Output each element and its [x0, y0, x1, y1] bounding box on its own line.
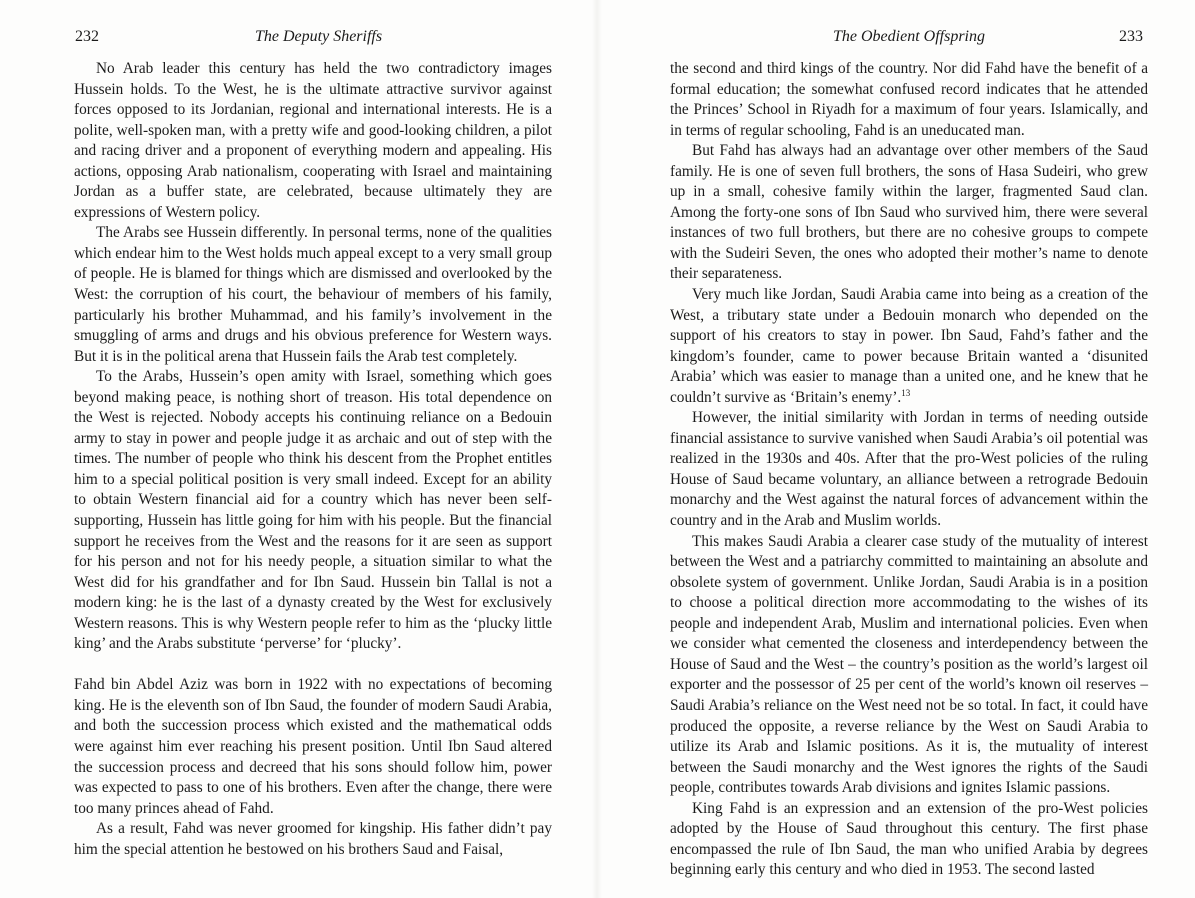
section-opening-paragraph: Fahd bin Abdel Aziz was born in 1922 with no expectations of becoming king. He is the eleventh son of Ibn Saud, the founder of modern Saudi Arabia, and both the succession process which existed and the mathematical odds were against him ever reaching his present position. Until Ibn Saud altered the succession process and decreed that his sons should follow him, power was expected to pass to one of his brothers. Even after the change, there were too many princes ahead of Fahd.	[74, 676, 552, 817]
footnote-reference: 13	[901, 387, 911, 398]
left-page	[0, 0, 597, 898]
paragraph: No Arab leader this century has held the two contradictory images Hussein holds. To the West, he is the ultimate attractive survivor against forces opposed to its Jordanian, regional and international interests. He is a polite, well-spoken man, with a pretty wife and good-looking children, a pilot and racing driver and a proponent of everything modern and appealing. His actions, opposing Arab nationalism, cooperating with Israel and maintaining Jordan as a buffer state, are celebrated, because ultimately they are expressions of Western policy.	[74, 60, 552, 221]
paragraph: However, the initial similarity with Jordan in terms of needing outside financial assistance to survive vanished when Saudi Arabia’s oil potential was realized in the 1930s and 40s. After that the pro-West policies of the ruling House of Saud became voluntary, an alliance between a retrograde Bedouin monarchy and the West against the natural forces of advancement within the country and in the Arab and Muslim worlds.	[670, 409, 1148, 530]
paragraph: As a result, Fahd was never groomed for kingship. His father didn’t pay him the special attention he bestowed on his brothers Saud and Faisal,	[74, 820, 552, 858]
paragraph: The Arabs see Hussein differently. In personal terms, none of the qualities which endear him to the West holds much appeal except to a very small group of people. He is blamed for things which are dismissed and overlooked by the West: the corruption of his court, the behaviour of members of his family, particularly his brother Muhammad, and his family’s involvement in the smuggling of arms and drugs and his obvious preference for Western ways. But it is in the political arena that Hussein fails the Arab test completely.	[74, 224, 552, 365]
paragraph: This makes Saudi Arabia a clearer case study of the mutuality of interest between the West and a patriarchy committed to maintaining an absolute and obsolete system of government. Unlike Jordan, Saudi Arabia is in a position to choose a political direction more accommodating to the wishes of its people and independent Arab, Muslim and international policies. Even when we consider what cemented the closeness and interdependency between the House of Saud and the West – the country’s position as the world’s largest oil exporter and the possessor of 25 per cent of the world’s known oil reserves – Saudi Arabia’s reliance on the West need not be so total. In fact, it could have produced the opposite, a reverse reliance by the West on Saudi Arabia to utilize its Arab and Islamic positions. As it is, the mutuality of interest between the Saudi monarchy and the West ignores the rights of the Saudi people, contributes towards Arab divisions and ignites Islamic passions.	[670, 532, 1148, 797]
paragraph: King Fahd is an expression and an extension of the pro-West policies adopted by the House of Saud throughout this century. The first phase encompassed the rule of Ibn Saud, the man who unified Arabia by degrees beginning early this century and who died in 1953. The second lasted	[670, 799, 1148, 879]
page-body	[670, 59, 1148, 881]
paragraph: But Fahd has always had an advantage over other members of the Saud family. He is one of seven full brothers, the sons of Hasa Sudeiri, who grew up in a small, cohesive family within the larger, fragmented Saud clan. Among the forty-one sons of Ibn Saud who survived him, there were several instances of two full brothers, but there are no cohesive groups to compete with the Sudeiri Seven, the ones who adopted their mother’s name to denote their separateness.	[670, 142, 1148, 283]
page-number: 232	[75, 28, 99, 45]
paragraph-continued: the second and third kings of the country. Nor did Fahd have the benefit of a formal education; the somewhat confused record indicates that he attended the Princes’ School in Riyadh for a maximum of four years. Islamically, and in terms of regular schooling, Fahd is an uneducated man.	[670, 60, 1148, 139]
right-page	[597, 0, 1195, 898]
paragraph	[670, 285, 1148, 408]
running-title: The Deputy Sheriffs	[255, 28, 383, 45]
paragraph: To the Arabs, Hussein’s open amity with Israel, something which goes beyond making peace, is nothing short of treason. His total dependence on the West is rejected. Nobody accepts his continuing reliance on a Bedouin army to stay in power and people judge it as archaic and out of step with the times. The number of people who think his descent from the Prophet entitles him to a special political position is very small indeed. Except for an ability to obtain Western financial aid for a country which has never been self-supporting, Hussein has little going for him with his people. But the financial support he receives from the West and the reasons for it are seen as support for his person and not for his needy people, a situation similar to what the West did for his grandfather and for Ibn Saud. Hussein bin Tallal is not a modern king: he is the last of a dynasty created by the West for exclusively Western reasons. This is why Western people refer to him as the ‘plucky little king’ and the Arabs substitute ‘perverse’ for ‘plucky’.	[74, 368, 552, 653]
running-title: The Obedient Offspring	[833, 28, 985, 45]
paragraph-text: Very much like Jordan, Saudi Arabia came into being as a creation of the West, a tributary state under a Bedouin monarch who depended on the support of his creators to stay in power. Ibn Saud, Fahd’s father and the kingdom’s founder, came to power because Britain wanted a ‘disunited Arabia’ which was easier to manage than a united one, and he knew that he couldn’t survive as ‘Britain’s enemy’.	[670, 286, 1148, 406]
page-number: 233	[1119, 28, 1143, 45]
page-body	[74, 59, 552, 860]
